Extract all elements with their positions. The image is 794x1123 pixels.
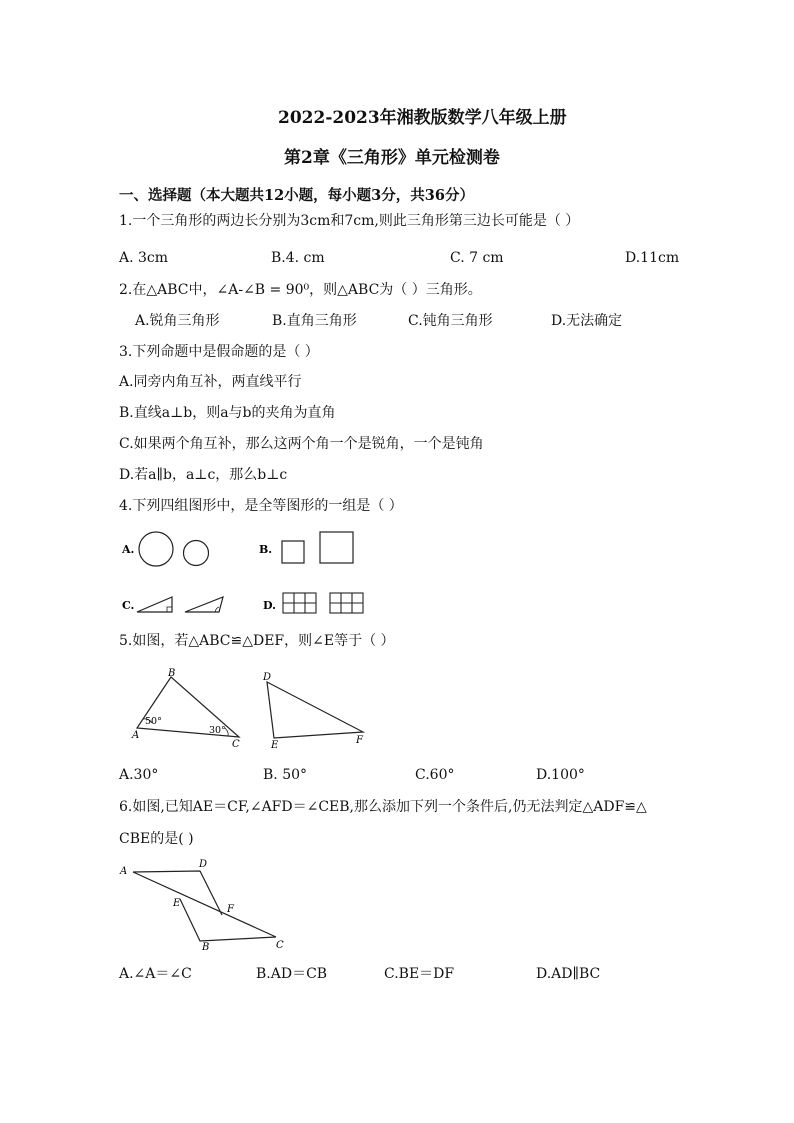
q5-angle-c-value: 30° [209, 725, 226, 736]
q6-label-e: E [173, 898, 181, 909]
question-2-option-a: A.锐角三角形 [135, 313, 220, 329]
q6-label-f: F [227, 904, 234, 915]
question-6-option-a: A.∠A＝∠C [119, 966, 192, 982]
question-6-stem-line-2: CBE的是( ) [119, 831, 194, 847]
question-6-option-c: C.BE＝DF [384, 966, 455, 982]
question-5-option-b: B. 50° [263, 767, 308, 783]
q5-triangle-def [267, 682, 363, 738]
question-6-option-b: B.AD＝CB [256, 966, 328, 982]
question-3-option-a: A.同旁内角互补，两直线平行 [119, 374, 302, 390]
question-5-option-d: D.100° [536, 767, 585, 783]
question-5-figure [125, 665, 375, 755]
q5-label-d: D [263, 672, 272, 683]
q5-label-c: C [232, 739, 240, 750]
question-1-option-a: A. 3cm [119, 250, 169, 266]
question-4-stem: 4.下列四组图形中，是全等图形的一组是（ ） [119, 498, 403, 514]
q4-label-b: B. [259, 543, 273, 556]
question-3-option-c: C.如果两个角互补，那么这两个角一个是锐角，一个是钝角 [119, 436, 484, 452]
question-3-option-d: D.若a∥b，a⊥c，那么b⊥c [119, 467, 288, 483]
question-3-stem: 3.下列命题中是假命题的是（ ） [119, 344, 319, 360]
question-1-option-d: D.11cm [625, 250, 680, 266]
question-2-option-b: B.直角三角形 [272, 313, 357, 329]
q4-right-angle-mark-1 [167, 607, 172, 612]
q6-label-a: A [120, 866, 128, 877]
q4-grid-shape-2 [330, 593, 363, 613]
question-6-stem-line-1: 6.如图,已知AE＝CF,∠AFD＝∠CEB,那么添加下列一个条件后,仍无法判定△ADF≌△ [119, 799, 647, 815]
q4-label-d: D. [263, 599, 276, 612]
question-6-option-d: D.AD∥BC [536, 966, 601, 982]
q4-right-triangle-2 [185, 597, 223, 612]
q5-label-f: F [356, 735, 363, 746]
question-2-option-c: C.钝角三角形 [408, 313, 493, 329]
question-4-figures [115, 525, 375, 625]
question-2-stem: 2.在△ABC中，∠A-∠B = 90⁰，则△ABC为（ ）三角形。 [119, 282, 482, 298]
q4-grid-shape-1 [283, 593, 316, 613]
question-1-option-c: C. 7 cm [450, 250, 504, 266]
q4-small-circle [184, 541, 209, 566]
question-6-figure [115, 855, 295, 955]
question-5-option-c: C.60° [415, 767, 455, 783]
q4-label-a: A. [122, 543, 135, 556]
q6-label-c: C [276, 940, 284, 951]
section-heading-choice: 一、选择题（本大题共12小题，每小题3分，共36分） [119, 187, 474, 204]
title-line-2: 第2章《三角形》单元检测卷 [284, 148, 500, 168]
question-5-stem: 5.如图，若△ABC≌△DEF，则∠E等于（ ） [119, 633, 395, 649]
question-3-option-b: B.直线a⊥b，则a与b的夹角为直角 [119, 405, 336, 421]
q4-large-circle [139, 532, 173, 566]
q4-angle-mark-2 [215, 607, 219, 612]
q4-label-c: C. [122, 599, 135, 612]
q6-diagonal-ac [133, 872, 276, 937]
q4-small-square [282, 541, 304, 563]
title-line-1: 2022-2023年湘教版数学八年级上册 [278, 108, 567, 128]
question-5-option-a: A.30° [119, 767, 159, 783]
q4-large-square [320, 532, 353, 563]
q5-label-b: B [168, 668, 176, 679]
q6-label-d: D [199, 859, 208, 870]
question-2-option-d: D.无法确定 [551, 313, 623, 329]
question-1-stem: 1.一个三角形的两边长分别为3cm和7cm,则此三角形第三边长可能是（ ） [119, 213, 580, 229]
q5-angle-a-value: 50° [145, 716, 162, 727]
q5-label-a: A [132, 730, 140, 741]
q6-label-b: B [202, 942, 210, 953]
question-1-option-b: B.4. cm [271, 250, 325, 266]
q5-label-e: E [271, 740, 279, 751]
